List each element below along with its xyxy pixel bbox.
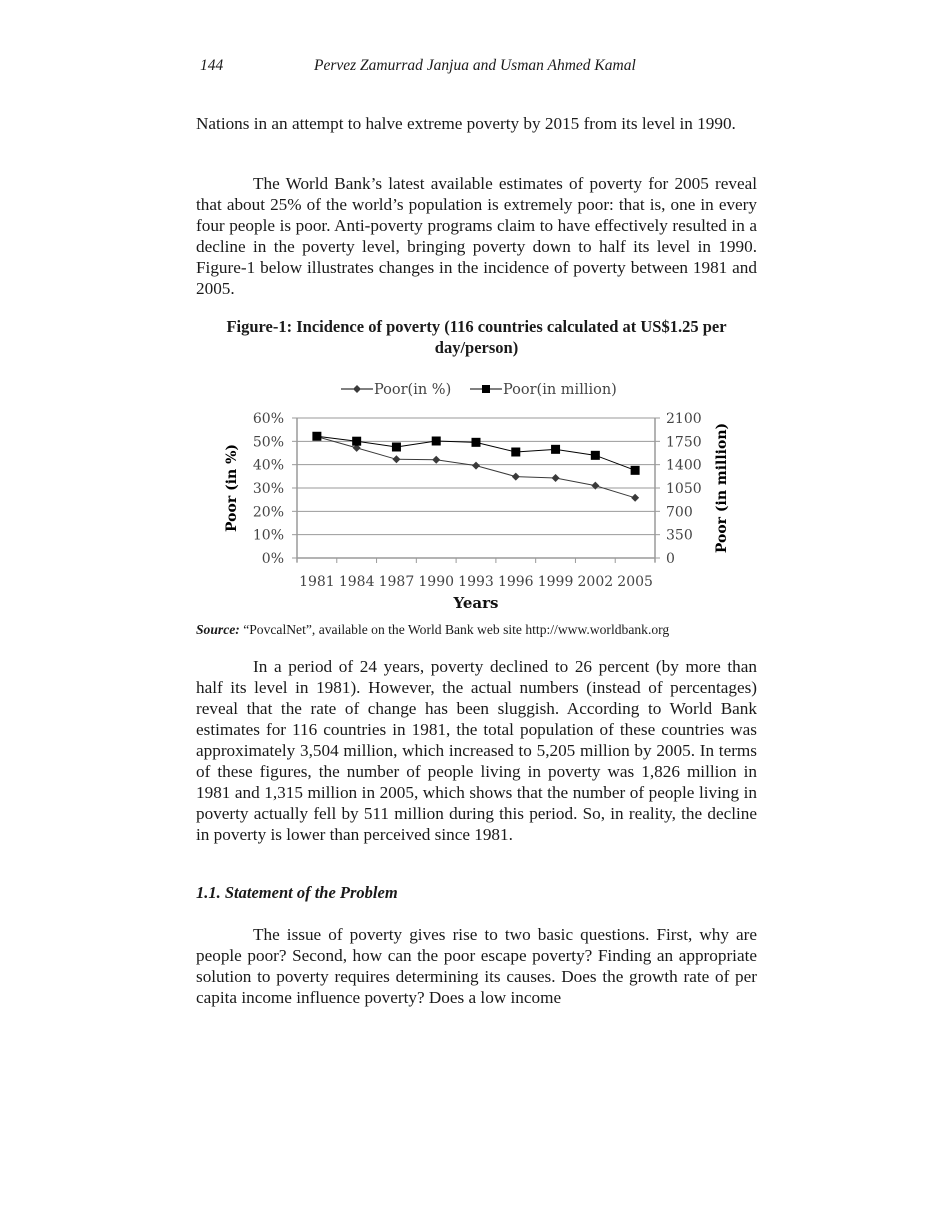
y-right-tick-label: 700: [666, 504, 693, 521]
data-point-square: [472, 438, 481, 447]
y-right-tick-label: 0: [666, 551, 675, 567]
legend-label: Poor(in million): [503, 382, 617, 398]
data-point-diamond: [512, 473, 520, 481]
x-tick-label: 1984: [338, 574, 375, 590]
data-point-square: [352, 437, 361, 446]
legend-diamond-marker-icon: [353, 385, 361, 393]
x-tick-label: 1996: [497, 574, 534, 590]
y-axis-left-ticks: [253, 411, 284, 567]
y-left-tick-label: 40%: [252, 457, 284, 474]
data-point-square: [551, 445, 560, 454]
legend-label: Poor(in %): [374, 382, 452, 398]
y-right-tick-label: 1400: [666, 457, 702, 474]
x-tick-label: 1990: [418, 574, 455, 590]
section-heading: 1.1. Statement of the Problem: [196, 883, 398, 902]
y-axis-left-title: Poor (in %): [224, 444, 240, 532]
y-left-tick-label: 20%: [252, 504, 284, 521]
x-tick-label: 1981: [299, 574, 335, 590]
paragraph-statement-of-problem: The issue of poverty gives rise to two basic questions. First, why are people poor? Second, how can the poor escape poverty? Finding an appropriate solution to poverty requires determining its causes. Does the growth rate of per capita income influence poverty? Does a low income: [196, 925, 757, 1007]
page-number: 144: [200, 57, 224, 74]
poverty-line-chart: [196, 372, 757, 622]
x-tick-label: 1993: [458, 574, 494, 590]
x-tick-label: 1987: [378, 574, 415, 590]
y-right-tick-label: 1050: [666, 481, 702, 497]
data-point-diamond: [432, 456, 440, 464]
running-head-authors: Pervez Zamurrad Janjua and Usman Ahmed Kamal: [314, 57, 636, 74]
x-tick-label: 2005: [617, 574, 653, 590]
data-point-square: [511, 448, 520, 457]
y-left-tick-label: 30%: [252, 481, 284, 497]
y-axis-right-ticks: [666, 411, 702, 567]
data-point-square: [312, 432, 321, 441]
legend-item: [341, 382, 451, 398]
figure-source: [196, 621, 757, 639]
y-left-tick-label: 60%: [252, 411, 284, 427]
y-left-tick-label: 10%: [252, 527, 284, 544]
data-point-diamond: [392, 455, 400, 463]
legend-item: [470, 382, 617, 398]
chart-series: [312, 432, 639, 502]
paragraph-poverty-decline: In a period of 24 years, poverty declined to 26 percent (by more than half its level in 1981). However, the actual numbers (instead of percentages) reveal that the rate of change has been sluggish. According to World Bank estimates for 116 countries in 1981, the total population of these countries was approximately 3,504 million, which increased to 5,205 million by 2005. In terms of these figures, the number of people living in poverty was 1,826 million in 1981 and 1,315 million in 2005, which shows that the number of people living in poverty actually fell by 511 million during this period. So, in reality, the decline in poverty is lower than perceived since 1981.: [196, 657, 757, 844]
y-right-tick-label: 2100: [666, 411, 702, 427]
data-point-square: [432, 437, 441, 446]
paragraph-world-bank-estimates: The World Bank’s latest available estimates of poverty for 2005 reveal that about 25% of the world’s population is extremely poor: that is, one in every four people is poor. Anti-poverty programs claim to have effectively resulted in a decline in the poverty level, bringing poverty down to half its level in 1990. Figure-1 below illustrates changes in the incidence of poverty between 1981 and 2005.: [196, 174, 757, 298]
data-point-diamond: [472, 462, 480, 470]
y-right-tick-label: 1750: [666, 434, 702, 451]
paragraph-continued: Nations in an attempt to halve extreme poverty by 2015 from its level in 1990.: [196, 114, 736, 133]
source-text: “PovcalNet”, available on the World Bank web site http://www.worldbank.org: [239, 622, 670, 637]
data-point-diamond: [552, 474, 560, 482]
figure-caption: Figure-1: Incidence of poverty (116 countries calculated at US$1.25 per day/person): [226, 317, 727, 357]
x-axis-ticks: [299, 574, 653, 590]
source-label: Source:: [196, 622, 240, 637]
legend-square-marker-icon: [482, 385, 490, 393]
y-left-tick-label: 50%: [252, 434, 284, 451]
y-right-tick-label: 350: [666, 527, 693, 544]
y-left-tick-label: 0%: [261, 551, 284, 567]
chart-gridlines: [297, 418, 655, 535]
x-axis-title: Years: [453, 594, 499, 612]
data-point-square: [392, 443, 401, 452]
x-tick-label: 2002: [577, 574, 614, 590]
chart-legend: [341, 382, 617, 398]
data-point-diamond: [631, 494, 639, 502]
y-axis-right-title: Poor (in million): [714, 422, 730, 554]
data-point-square: [591, 451, 600, 460]
x-tick-label: 1999: [537, 574, 574, 590]
data-point-square: [631, 466, 640, 475]
